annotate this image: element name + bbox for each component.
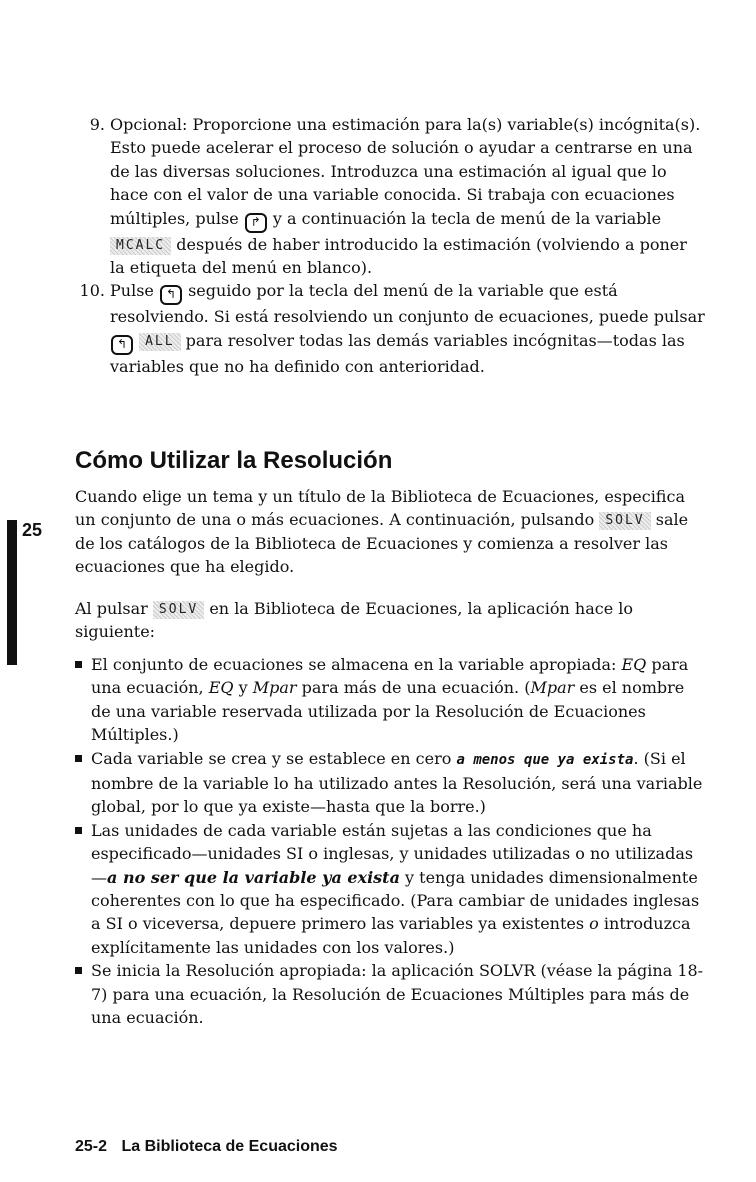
emphasis-text: a no ser que la variable ya exista	[107, 867, 400, 887]
bullet-square-icon	[75, 755, 82, 762]
paragraph	[75, 597, 705, 644]
list-item-text: es el nombre de una variable reservada utilizada por la Resolución de Ecuaciones Múltiples.)	[91, 678, 685, 745]
chapter-tab-bar	[7, 520, 17, 665]
list-item-text: Las unidades de cada variable están sujetas a las condiciones que ha especificado—unidades SI o inglesas, y unidades utilizadas o no utilizadas—	[91, 820, 694, 887]
step-number: 10.	[79, 281, 105, 301]
list-item-text: y tenga unidades dimensionalmente coherentes con lo que ha especificado. (Para cambiar de unidades inglesas a SI o viceversa, depuere primero las variables ya existentes	[91, 867, 700, 934]
all-softkey: ALL	[139, 333, 180, 351]
numbered-steps	[75, 113, 705, 378]
bullet-square-icon	[75, 827, 82, 834]
step-text: para resolver todas las demás variables incógnitas—todas las variables que no ha definido con anterioridad.	[110, 330, 685, 376]
page-number: 25-2	[75, 1138, 108, 1155]
left-shift-key-icon: ↰	[160, 285, 182, 305]
variable-name: EQ	[208, 678, 234, 698]
list-item-text: para una ecuación,	[91, 655, 689, 698]
variable-name: EQ	[621, 655, 647, 674]
list-item	[75, 653, 705, 747]
step-item	[75, 113, 705, 279]
paragraph-text: en la Biblioteca de Ecuaciones, la aplicación hace lo siguiente:	[75, 599, 634, 642]
right-shift-key-icon: ↱	[245, 213, 267, 233]
step-text: Opcional: Proporcione una estimación para la(s) variable(s) incógnita(s). Esto puede acelerar el proceso de solución o ayudar a centrarse en una de las diversas soluciones. Introduzca una estimación al igual que lo hace con el valor de una variable conocida. Si trabaja con ecuaciones múltiples, pulse	[110, 115, 701, 228]
variable-name: Mpar	[252, 678, 297, 698]
page-footer	[75, 1135, 338, 1158]
paragraph-text: sale de los catálogos de la Biblioteca de Ecuaciones y comienza a resolver las ecuaciones que ha elegido.	[75, 510, 689, 577]
mcalc-softkey: MCALC	[110, 237, 171, 255]
paragraph-text: Al pulsar	[75, 599, 148, 618]
bullet-list	[75, 653, 705, 1030]
variable-name: Mpar	[530, 678, 575, 698]
step-number: 9.	[89, 115, 105, 134]
section-heading: Cómo Utilizar la Resolución	[75, 447, 393, 474]
step-text: seguido por la tecla del menú de la variable que está resolviendo. Si está resolviendo un conjunto de ecuaciones, puede pulsar	[110, 281, 705, 327]
solv-softkey: SOLV	[153, 601, 204, 619]
list-item	[75, 959, 705, 1029]
list-item	[75, 747, 705, 819]
paragraph-text: Cuando elige un tema y un título de la Biblioteca de Ecuaciones, especifica un conjunto de una o más ecuaciones. A continuación, pulsando	[75, 487, 685, 530]
step-text: después de haber introducido la estimación (volviendo a poner la etiqueta del menú en blanco).	[110, 234, 687, 278]
list-item-text: y	[238, 678, 248, 698]
list-item-text: El conjunto de ecuaciones se almacena en la variable apropiada:	[91, 655, 617, 674]
list-item-text: Cada variable se crea y se establece en cero	[91, 748, 452, 768]
step-item	[75, 279, 705, 378]
list-item-text: . (Si el nombre de la variable lo ha utilizado antes la Resolución, será una variable global, por lo que ya existe—hasta que la borre.)	[91, 748, 703, 817]
list-item-text: Se inicia la Resolución apropiada: la aplicación SOLVR (véase la página 18-7) para una ecuación, la Resolución de Ecuaciones Múltiples para más de una ecuación.	[91, 961, 704, 1028]
solv-softkey: SOLV	[599, 512, 650, 530]
emphasis-text: a menos que ya exista	[456, 751, 634, 768]
chapter-tab-number: 25	[22, 520, 43, 540]
list-item-text: introduzca explícitamente las unidades con los valores.)	[91, 914, 691, 957]
list-item-text: para más de una ecuación. (	[301, 678, 531, 698]
emphasis-text: o	[589, 914, 599, 934]
bullet-square-icon	[75, 967, 82, 974]
bullet-square-icon	[75, 661, 82, 668]
step-text: Pulse	[110, 281, 154, 301]
list-item	[75, 819, 705, 959]
paragraph	[75, 485, 705, 579]
running-title: La Biblioteca de Ecuaciones	[121, 1138, 338, 1155]
left-shift-key-icon: ↰	[111, 335, 133, 355]
step-text: y a continuación la tecla de menú de la variable	[272, 208, 662, 228]
